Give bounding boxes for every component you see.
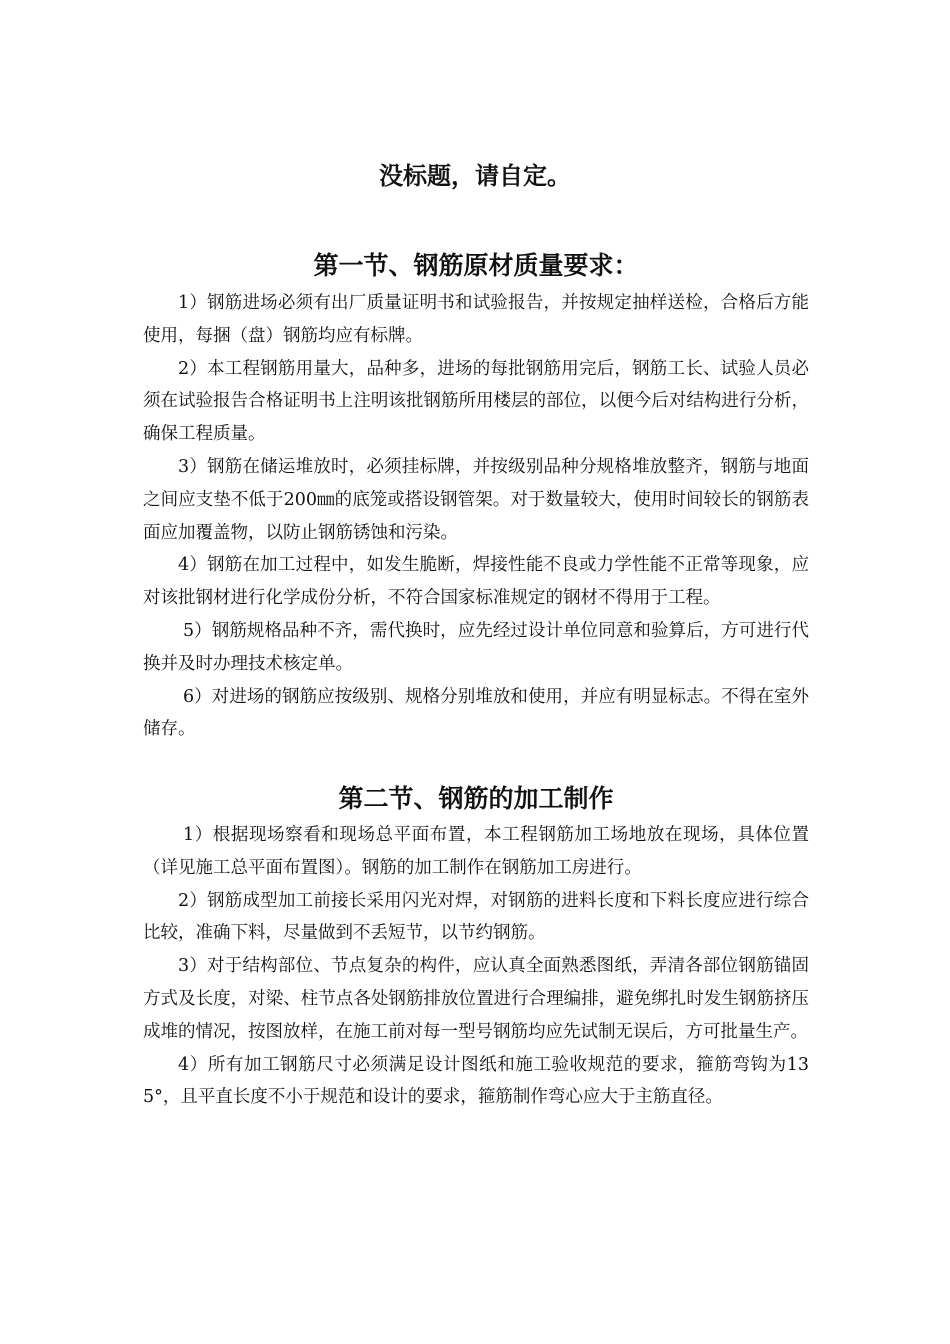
paragraph: 6）对进场的钢筋应按级别、规格分别堆放和使用，并应有明显标志。不得在室外储存。	[143, 686, 809, 740]
paragraph: 1）根据现场察看和现场总平面布置，本工程钢筋加工场地放在现场，具体位置（详见施工总平面布置图）。钢筋的加工制作在钢筋加工房进行。	[143, 825, 809, 878]
paragraph: 2）钢筋成型加工前接长采用闪光对焊，对钢筋的进料长度和下料长度应进行综合比较，准确下料，尽量做到不丢短节，以节约钢筋。	[143, 890, 809, 944]
section-raw-material-quality	[143, 248, 809, 746]
section-rebar-processing	[143, 781, 809, 1114]
paragraph: 4）所有加工钢筋尺寸必须满足设计图纸和施工验收规范的要求，箍筋弯钩为135°，且平直长度不小于规范和设计的要求，箍筋制作弯心应大于主筋直径。	[143, 1054, 809, 1108]
section-heading: 第二节、钢筋的加工制作	[338, 784, 614, 813]
paragraph: 2）本工程钢筋用量大，品种多，进场的每批钢筋用完后，钢筋工长、试验人员必须在试验报告合格证明书上注明该批钢筋所用楼层的部位，以便今后对结构进行分析，确保工程质量。	[143, 358, 809, 445]
section-heading: 第一节、钢筋原材质量要求：	[313, 251, 639, 280]
document-title: 没标题，请自定。	[379, 162, 571, 190]
paragraph: 3）钢筋在储运堆放时，必须挂标牌，并按级别品种分规格堆放整齐，钢筋与地面之间应支垫不低于200㎜的底笼或搭设钢管架。对于数量较大，使用时间较长的钢筋表面应加覆盖物，以防止钢筋锈蚀和污染。	[143, 456, 809, 543]
paragraph: 5）钢筋规格品种不齐，需代换时，应先经过设计单位同意和验算后，方可进行代换并及时办理技术核定单。	[143, 620, 809, 674]
paragraph: 3）对于结构部位、节点复杂的构件，应认真全面熟悉图纸，弄清各部位钢筋锚固方式及长度，对梁、柱节点各处钢筋排放位置进行合理编排，避免绑扎时发生钢筋挤压成堆的情况，按图放样，在施工前对每一型号钢筋均应先试制无误后，方可批量生产。	[143, 956, 809, 1042]
paragraph: 1）钢筋进场必须有出厂质量证明书和试验报告，并按规定抽样送检，合格后方能使用，每捆（盘）钢筋均应有标牌。	[143, 293, 809, 346]
paragraph: 4）钢筋在加工过程中，如发生脆断，焊接性能不良或力学性能不正常等现象，应对该批钢材进行化学成份分析，不符合国家标准规定的钢材不得用于工程。	[143, 555, 809, 609]
